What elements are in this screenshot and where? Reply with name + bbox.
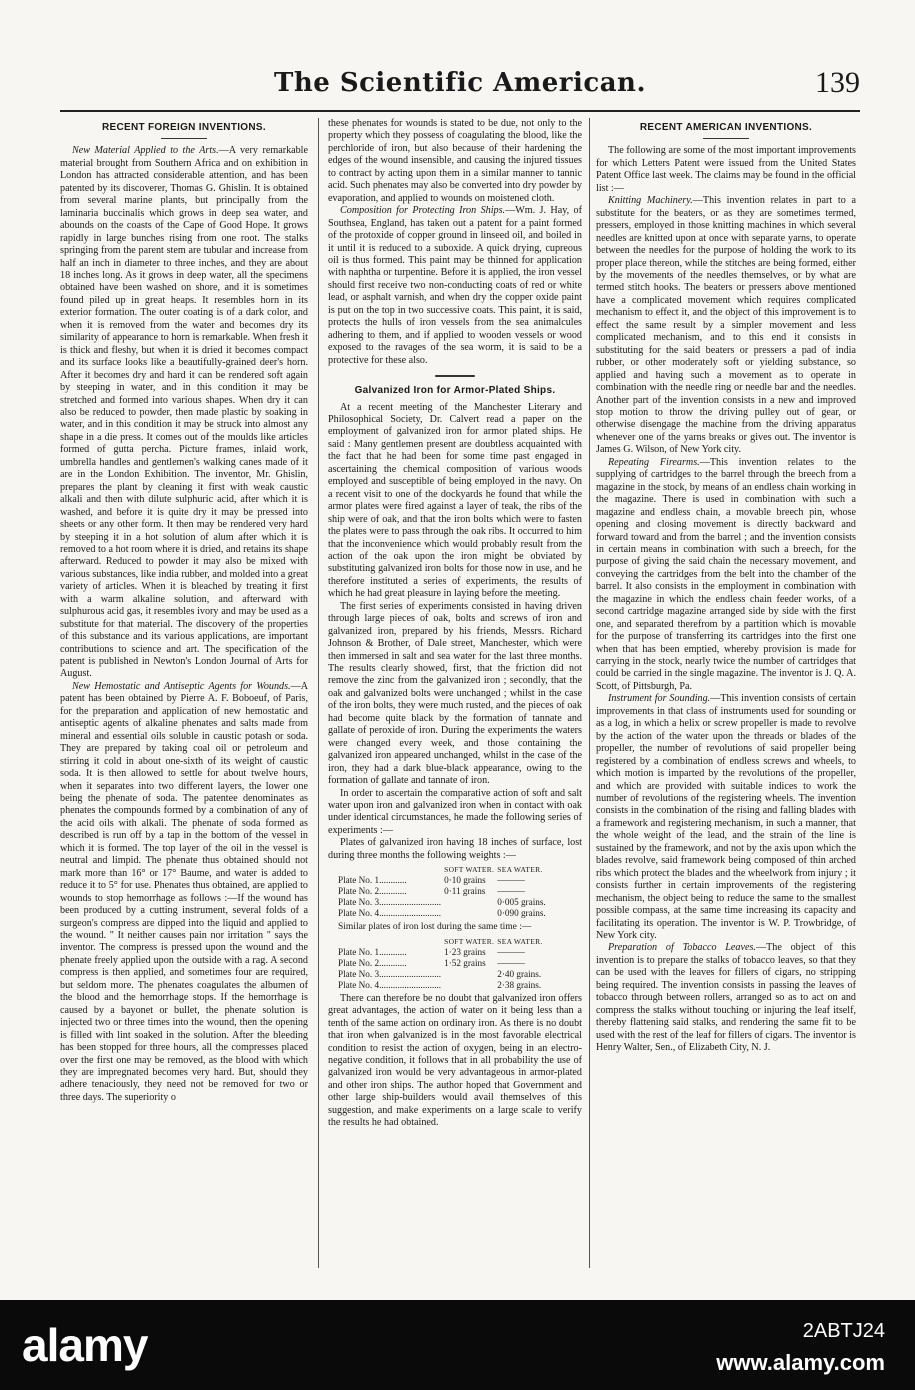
article-knitting xyxy=(596,195,856,457)
table-header-cell xyxy=(338,936,444,947)
table-cell: 2·38 grains. xyxy=(497,979,542,990)
table-cell: Plate No. 1............ xyxy=(338,946,407,957)
article-new-material xyxy=(60,145,308,680)
article-firearms xyxy=(596,457,856,694)
table-cell: 0·005 grains. xyxy=(497,897,546,908)
heading-rule xyxy=(703,138,749,139)
table-cell: Plate No. 2............ xyxy=(338,886,407,897)
weight-loss-table-iron xyxy=(338,936,546,991)
table-row xyxy=(338,980,546,991)
table-cell: 0·10 grains xyxy=(444,875,486,886)
table-cell: 1·23 grains xyxy=(444,946,486,957)
table-caption: Similar plates of iron lost during the same time :— xyxy=(338,922,532,933)
table-cell: 2·40 grains. xyxy=(497,968,542,979)
article-tobacco xyxy=(596,942,856,1054)
table-header-cell xyxy=(338,864,444,875)
table-cell: 1·52 grains xyxy=(444,957,486,968)
ornament-rule xyxy=(435,375,475,377)
heading-rule xyxy=(161,138,207,139)
image-id: 2ABTJ24 xyxy=(802,1320,885,1342)
paragraph: The first series of experiments consisted in having driven through large pieces of oak, bolts and screws of iron and galvanized iron, prepared by his friends, Messrs. Richard Johnson & Brother, of Dale street, Manchester, which were then immersed in salt and sea water for the last three months. The results clearly showed, first, that the friction did not remove the zinc from the galvanized iron ; secondly, that the oak and galvanized bolts were unchanged ; whilst in the case of the iron bolts, they were much rusted, and the pieces of oak had become quite black by the formation of tannate and gallate of peroxide of iron. During the experiments the waters were changed every week, and those containing the galvanized iron appeared unchanged, whilst in the case of the iron, they had a dark blue-black appearance, owing to the formation of gallate and tannate of iron. xyxy=(328,600,582,787)
article-body: —A patent has been obtained by Pierre A. F. Boboeuf, of Paris, for the preparation and application of new hemostatic and antiseptic agents of alkaline phenates and salts made from mineral and essential oils soluble in caustic potash or soda. They are prepared by taking coal oil or petroleum and stirring it cold in about one-sixth of its weight of caustic soda. It is then allowed to settle for about twelve hours, when it separates into two different layers, the lower one being the phenate of soda. The patentee denominates as phenates the compounds formed by a combination of any of the acid oils with alkali. The phenate of soda formed as described is run off by a tap in the bottom of the vessel in which it is formed. The top layer of the oil in the vessel is neutral and limpid. The phenate thus obtained should not mark more than 16° or 17° Baume, and water is added to reduce it to 5° for use. Phenates thus obtained, are applied to wounds to stop hemorrhage as follows :—If the wound has been produced by a cutting instrument, several folds of a surgeon's compress are dipped into the liquid and applied to the wound. " It neither causes pain nor irritation " says the inventor. The compress is pressed upon the wound and the phenate freely applied upon the outside with a rag. A second compress is then applied, and sometimes four are required, but seldom more. The phenates coagulates the albumen of the blood and the hemorrhage stops. If the hemorrhage is caused by a bayonet or bullet, the phenate solution is injected two or three times into the wound, then the opening is filled with lint soaked in the solution. After the bleeding has been stopped for three hours, all the compresses placed over the first one may be removed, as the blood with which they are impregnated becomes very hard. But, should they adhere tenaciously, they need not be removed for two or three days. The superiority o xyxy=(60,680,308,1103)
article-title: Knitting Machinery. xyxy=(608,195,693,207)
article-body: —A very remarkable material brought from Southern Africa and on exhibition in London has attracted considerable attention, and has been patented by its discoverer, Thomas G. Ghislin. It is obtained from several marine plants, but principally from the laminaria buccinalis which grows in deep sea water, and abounds on the coasts of the Cape of Good Hope. It grows rapidly in large bunches rising from one root. The stalks springing from the parent stem are tubular and increase from half an inch in diameter to three inches, and they are about 18 inches long. As it grows in deep water, all the specimens obtained have been washed on shore, and it is sometimes found piled up in great heaps. It resembles horn in its exterior formation. The outer coating is of a dark color, and when it is removed from the water and becomes dry its similarity of appearance to horn is remarkable. When fresh it is thick and fleshy, but when it is dried it becomes compact and its surface looks like a beautifully-grained deer's horn. After it becomes dry and hard it can be rendered soft again by steeping in water, and in this condition it may be stretched and formed into various shapes. When dry it can also be reduced to powder, then made plastic by soaking in water, and in this condition it may be struck into almost any shape in a die press. It comes out of the moulds like articles formed of gutta percha. Picture frames, inlaid work, umbrella handles and gentlemen's walking canes made of it are in the London Exhibition. The inventor, Mr. Ghislin, prepares the plant by cleaning it first with weak caustic alkali and then with dilute sulphuric acid, after which it is washed, and before it is quite dry it may be pressed into sheets or any other form. It then may be rendered very hard by steeping it in a hot solution of alum after which it is removed to a hot room where it is dried, and retains its shape afterward. Reduced to powder it may also be mixed with various substances, like india rubber, and molded into a great variety of articles. When it is bleached by treating it first with a warm alkaline solution, and afterward with sulphurous acid gas, it resembles ivory and may be used as a substitute for that material. The discovery of the properties of this substance and its various applications, are important contributions to science and art. The specification of the patent is published in Newton's London Journal of Arts for August. xyxy=(60,145,308,680)
section-heading-galvanized: Galvanized Iron for Armor-Plated Ships. xyxy=(354,385,556,397)
table-cell: Plate No. 3........................... xyxy=(338,968,442,979)
table-cell: ——— xyxy=(497,946,525,957)
weight-loss-table-galvanized xyxy=(338,864,549,919)
table-cell: Plate No. 4........................... xyxy=(338,979,442,990)
table-header-row xyxy=(338,864,549,875)
column-2 xyxy=(328,118,582,1278)
article-body: —This invention relates in part to a substitute for the beaters, or as they are sometimes termed, pressers, employed in those knitting machines in which several needles are knitted upon at once with separate yarns, to operate between the needles for the purpose of holding the work to its proper place thereon, while the stitches are being formed, either by the movements of the needles themselves, or by what are termed stitch hooks. The beaters or pressers above mentioned have a complicated movement which requires complicated mechanism to effect it, and the object of this improvement is to effect the same result by a simpler movement and less complicated mechanism, and to this end it consists in substituting for the said beaters or pressers a pad of india rubber, or other moderately soft or yielding substance, so applied and having such a movement as to operate in combination with the needle ring or needle bar and the needles. Another part of the invention consists in a new and improved stop motion to throw the driving pulley out of gear, or otherwise disengage the machine from the driving apparatus whenever one of the yarns breaks or gives out. The inventor is James G. Wilson, of New York city. xyxy=(596,195,856,456)
column-3 xyxy=(596,118,856,1278)
article-title: New Material Applied to the Arts. xyxy=(72,145,219,157)
article-title: Instrument for Sounding. xyxy=(608,693,711,705)
table-cell: ——— xyxy=(497,875,525,886)
paragraph: At a recent meeting of the Manchester Literary and Philosophical Society, Dr. Calvert read a paper on the employment of galvanized iron for armor plated ships. He said : Many gentlemen present are doubtless acquainted with the fact that he had been for some time past engaged in ascertaining the chemical composition of various woods employed and susceptible of being employed in the navy. On a recent visit to one of the dockyards he found that while the armor plates were fired against a layer of teak, the ribs of the ship were of oak, and that the iron bolts which were to fasten the plates were to pass through the oak ribs. It occurred to him that the inconvenience which would probably result from the action of the oak upon the iron might be obviated by substituting galvanized iron bolts for those now in use, and he therefore instituted a series of experiments, the results of which he had great pleasure in laying before the meeting. xyxy=(328,401,582,600)
newspaper-title: The Scientific American. xyxy=(273,68,647,98)
table-cell: ——— xyxy=(497,957,525,968)
table-cell: 0·11 grains xyxy=(444,886,486,897)
article-title: Repeating Firearms. xyxy=(608,456,700,468)
paragraph: In order to ascertain the comparative action of soft and salt water upon iron and galvanized iron when in contact with oak under identical circumstances, he made the following series of experiments :— xyxy=(328,787,582,836)
table-cell: Plate No. 1............ xyxy=(338,875,407,886)
paragraph: There can therefore be no doubt that galvanized iron offers great advantages, the action of water on it being less than a tenth of the same action on ordinary iron. As there is no doubt that iron when galvanized is in the most favorable electrical condition to resist the action of oxygen, being in an electro-negative condition, it follows that in all probability the use of galvanized iron would be very advantageous in armor-plated and other iron ships. The author hoped that Government and other large ship-builders would avail themselves of this suggestion, and make experiments on a large scale to verify the results he had obtained. xyxy=(328,992,582,1129)
table-cell xyxy=(444,908,497,919)
table-cell: Plate No. 4........................... xyxy=(338,908,442,919)
article-hemostatic xyxy=(60,681,308,1104)
table-header-cell: SOFT WATER. xyxy=(444,865,495,875)
masthead xyxy=(60,68,860,112)
table-cell: ——— xyxy=(497,886,525,897)
article-iron-ships xyxy=(328,205,582,367)
paragraph: The following are some of the most important improvements for which Letters Patent were issued from the United States Patent Office last week. The claims may be found in the official list :— xyxy=(596,145,856,194)
table-cell: Plate No. 2............ xyxy=(338,957,407,968)
table-header-cell: SOFT WATER. xyxy=(444,936,495,946)
article-body: —This invention relates to the supplying of cartridges to the barrel through the breech from a magazine in the stock, by means of an endless chain working in the magazine. There is used in combination with such a magazine and endless chain, a movable breech pin, whose opening and closing movement is directly backward and forward toward and from the barrel ; and the invention consists in certain means in combination with such a breech, for the purpose of giving the said chain the necessary movement, and conveying the cartridges from the belt into the chamber of the barrel. It also consists in the employment in combination with the magazine in which the endless chain feeder works, of a second cartridge magazine arranged side by side with the first one, and separated therefrom by a partition which is movable for the purpose of transferring its cartridges into the first one when that has been emptied, whereby provision is made for carrying in the stock, nearly twice the number of cartridges that could be carried in the single magazine. The inventor is J. Q. A. Scott, of Pittsburgh, Pa. xyxy=(596,456,856,692)
article-title: New Hemostatic and Antiseptic Agents for Wounds. xyxy=(72,680,291,692)
article-body: —Wm. J. Hay, of Southsea, England, has taken out a patent for a paint formed of the protoxide of copper ground in linseed oil, and boiled in it until it is reduced to a suboxide. A quick drying, cupreous oil is thus formed. This paint may be thinned for application with naphtha or turpentine. Before it is applied, the iron vessel should first receive two non-conducting coats of red or white lead, or asphalt varnish, and when dry the copper oxide paint is put on the top in two successive coats. This paint, it is said, protects the hulls of iron vessels from the sea animalcules adhering to them, and if applied to wooden vessels or wood exposed to the ravages of the sea worm, it is said to be a protective for these also. xyxy=(328,205,582,366)
table-row xyxy=(338,908,549,919)
table-row xyxy=(338,886,549,897)
table-cell xyxy=(444,980,497,991)
article-title: Composition for Protecting Iron Ships. xyxy=(340,205,506,217)
column-divider xyxy=(589,118,590,1268)
article-body: —This invention consists of certain improvements in that class of instruments used for sounding or as a log, in which a helix or screw propeller is made to revolve by the action of the water upon the threads or blades of the propeller, the number of revolutions of said propeller being registered by a combination of endless screws and wheels, to which motion is imparted by the revolutions of the propeller, and which are provided with suitable indices to work the number of revolutions of the registering wheels. The invention consists in the combination of the rising and falling blades with a framework and registering mechanism, in such a manner, that the whole weight of the lead, and the strain of the line is sustained by the framework, and not by the axis upon which the blades revolve, said framework being composed of thin arched ribs which protect the blades and the wheelwork from injury ; it consists further in certain improvements of the registering mechanism, the object being to reduce the same to the smallest possible compass, at the same time increasing its capacity and facilitating its operation. The inventor is W. P. Trowbridge, of New York city. xyxy=(596,693,856,941)
site-url: www.alamy.com xyxy=(716,1350,885,1375)
table-row xyxy=(338,947,546,958)
section-heading-american: RECENT AMERICAN INVENTIONS. xyxy=(639,122,813,133)
table-row xyxy=(338,969,546,980)
column-1 xyxy=(60,118,308,1278)
table-header-cell: SEA WATER. xyxy=(497,865,543,875)
table-cell xyxy=(444,897,497,908)
paragraph: Plates of galvanized iron having 18 inches of surface, lost during three months the following weights :— xyxy=(328,837,582,861)
table-row xyxy=(338,875,549,886)
table-cell: Plate No. 3........................... xyxy=(338,897,442,908)
article-title: Preparation of Tobacco Leaves. xyxy=(608,942,756,954)
page-number: 139 xyxy=(815,66,860,99)
alamy-logo: alamy xyxy=(22,1319,148,1371)
table-row xyxy=(338,958,546,969)
article-continuation: these phenates for wounds is stated to be due, not only to the property which they possess of coagulating the blood, like the perchloride of iron, but also because of their hardening the edges of the wound insensible, and causing the injured tissues to contract by acting upon them in a similar manner to tannic acid. Such phenates may also be converted into dry powder by evaporation, and applied to wounds on moistened cloth. xyxy=(328,118,582,204)
table-row xyxy=(338,897,549,908)
table-header-row xyxy=(338,936,546,947)
table-cell: 0·090 grains. xyxy=(497,908,546,919)
section-heading-foreign: RECENT FOREIGN INVENTIONS. xyxy=(102,122,266,133)
stock-footer-bar xyxy=(0,1300,915,1390)
table-cell xyxy=(444,969,497,980)
column-divider xyxy=(318,118,319,1268)
article-sounding xyxy=(596,693,856,942)
table-header-cell: SEA WATER. xyxy=(497,936,543,946)
article-body: —The object of this invention is to prepare the stalks of tobacco leaves, so that they can be used with the leaves for fillers of cigars, no stripping being required. The invention consists in passing the leaves of tobacco through between rollers, arranged so as to act on and compress the stalks without touching or injuring the leaf itself, thereby flattening said stalks, and rendering the same fit to be used with the rest of the leaf for fillers of cigars. The inventor is Henry Walter, Sen., of Elizabeth City, N. J. xyxy=(596,942,856,1054)
